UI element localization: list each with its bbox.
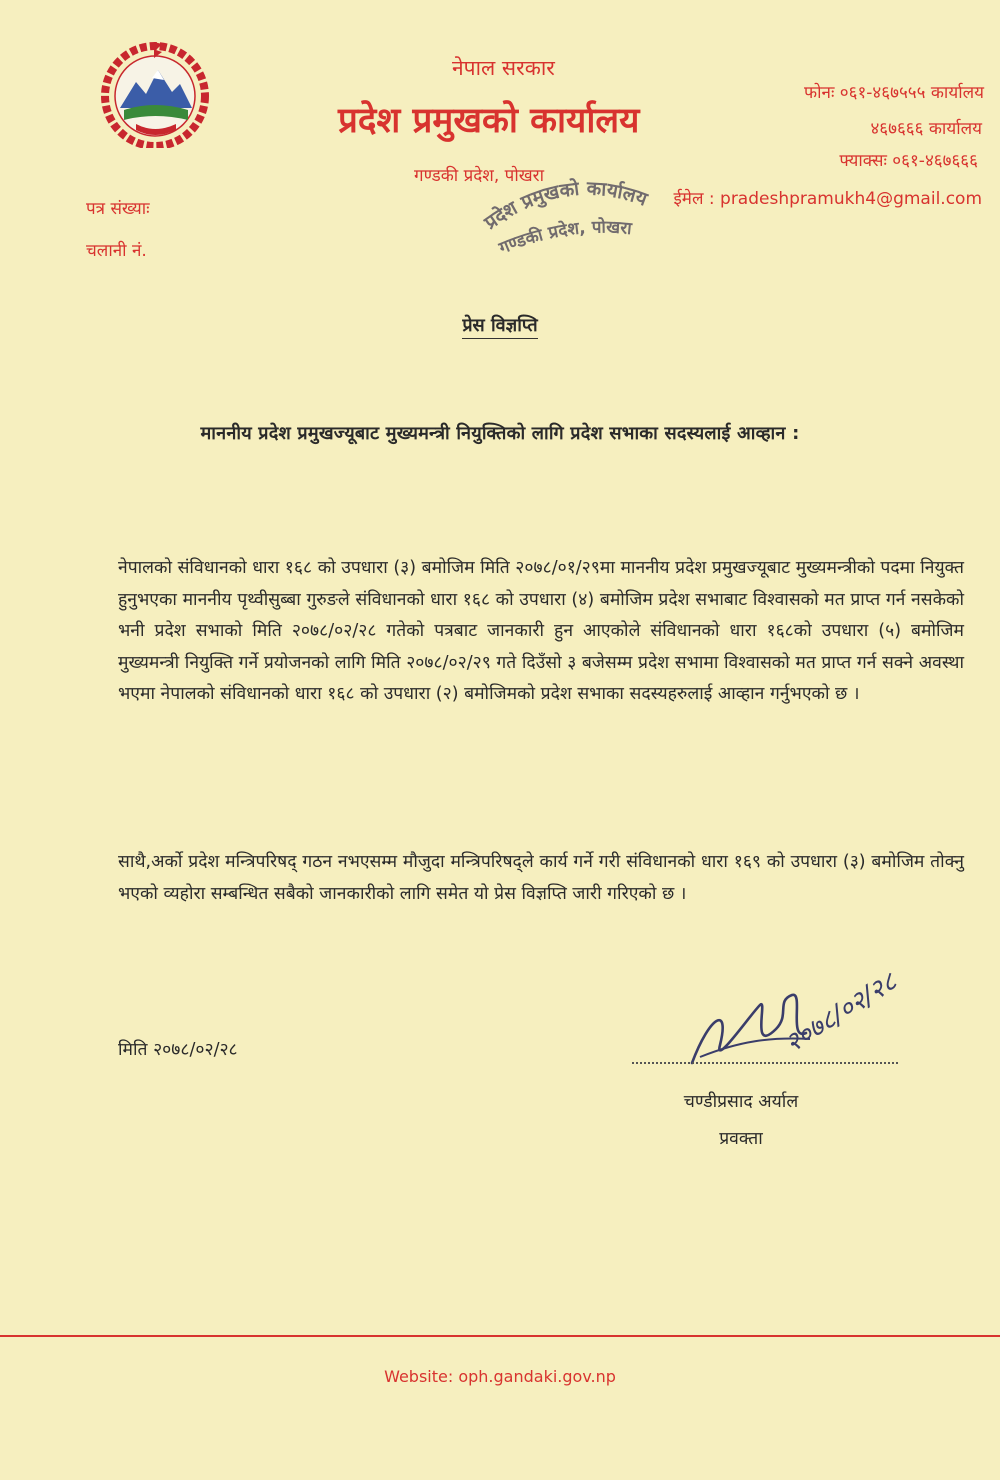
office-email: ईमेल : pradeshpramukh4@gmail.com [673,189,982,209]
office-title: प्रदेश प्रमुखको कार्यालय [338,101,640,141]
svg-text:गण्डकी प्रदेश, पोखरा: गण्डकी प्रदेश, पोखरा [496,217,633,259]
signer-name: चण्डीप्रसाद अर्याल [683,1092,799,1112]
office-phone: फोनः ०६१-४६७५५५ कार्यालय [804,83,984,103]
handwritten-date: २०७८/०२/२८ [779,966,903,1059]
document-date: मिति २०७८/०२/२८ [118,1040,238,1060]
office-fax: फ्याक्सः ०६१-४६७६६६ [839,151,978,171]
office-phone-secondary: ४६७६६६ कार्यालय [870,119,982,139]
government-name: नेपाल सरकार [452,56,555,80]
office-stamp [472,150,672,270]
body-paragraph-1: नेपालको संविधानको धारा १६८ को उपधारा (३) बमोजिम मिति २०७८/०१/२९मा माननीय प्रदेश प्रमुखज्यूबाट मुख्यमन्त्रीको पदमा नियुक्त हुनुभएका माननीय पृथ्वीसुब्बा गुरुङले संविधानको धारा १६८ को उपधारा (४) बमोजिम प्रदेश सभाबाट विश्वासको मत प्राप्त गर्न नसकेको भनी प्रदेश सभाको मिति २०७८/०२/२८ गतेको पत्रबाट जानकारी हुन आएकोले संविधानको धारा १६८को उपधारा (५) बमोजिम मुख्यमन्त्री नियुक्ति गर्ने प्रयोजनको लागि मिति २०७८/०२/२९ गते दिउँसो ३ बजेसम्म प्रदेश सभामा विश्वासको मत प्राप्त गर्न सक्ने अवस्था भएमा नेपालको संविधानको धारा १६८ को उपधारा (२) बमोजिमको प्रदेश सभाका सदस्यहरुलाई आव्हान गर्नुभएको छ । [118,558,964,704]
nepal-emblem-icon [96,38,214,148]
dispatch-number-label: चलानी नं. [86,241,147,261]
footer-website: Website: oph.gandaki.gov.np [384,1367,616,1386]
svg-text:प्रदेश प्रमुखको कार्यालय: प्रदेश प्रमुखको कार्यालय [480,177,651,234]
letter-number-label: पत्र संख्याः [86,199,150,219]
document-subject: माननीय प्रदेश प्रमुखज्यूबाट मुख्यमन्त्री नियुक्तिको लागि प्रदेश सभाका सदस्यलाई आव्हान : [200,423,800,444]
footer-divider [0,1335,1000,1337]
office-address: गण्डकी प्रदेश, पोखरा [414,166,544,186]
body-paragraph-2: साथै,अर्को प्रदेश मन्त्रिपरिषद् गठन नभएसम्म मौजुदा मन्त्रिपरिषद्ले कार्य गर्ने गरी संविधानको धारा १६९ को उपधारा (३) बमोजिम तोक्नु भएको व्यहोरा सम्बन्धित सबैको जानकारीको लागि समेत यो प्रेस विज्ञप्ति जारी गरिएको छ । [118,852,964,904]
signature-line [632,1062,898,1064]
document-heading: प्रेस विज्ञप्ति [0,313,1000,337]
signer-title: प्रवक्ता [719,1129,763,1149]
handwritten-signature [680,945,950,1085]
